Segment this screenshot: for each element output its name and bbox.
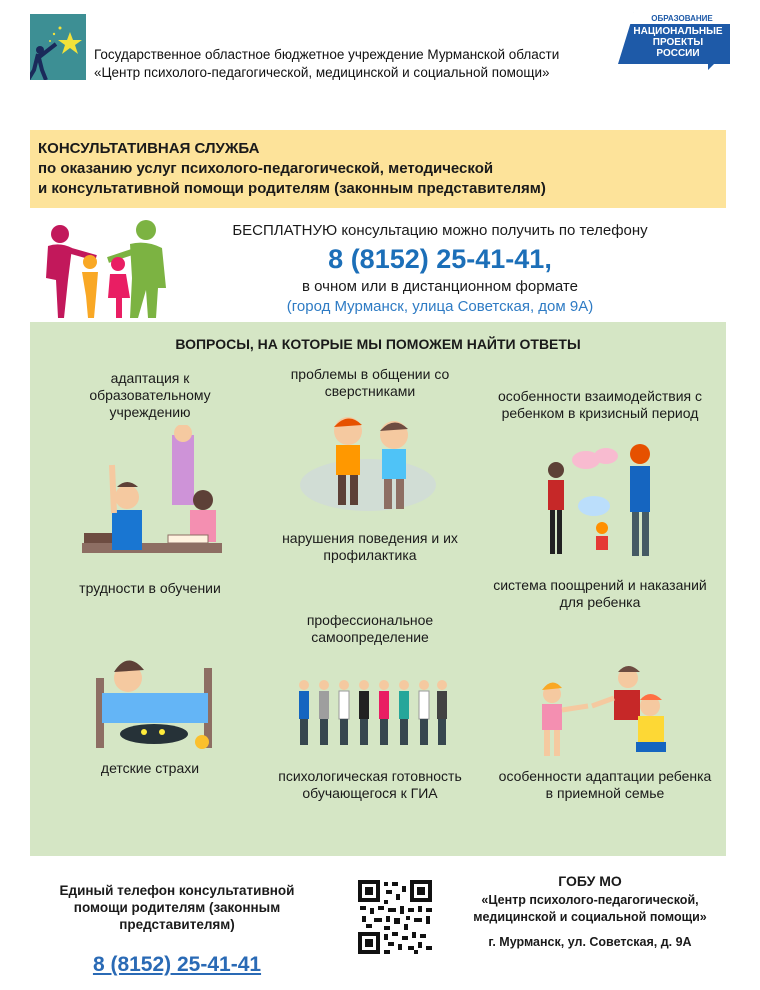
foster-family-illustration: [530, 660, 670, 760]
q1-line-1: адаптация к: [110, 370, 190, 386]
organization-name: [94, 46, 559, 82]
service-banner: [30, 130, 726, 208]
np-line-1: НАЦИОНАЛЬНЫЕ: [633, 26, 723, 37]
question-exam-readiness: [260, 768, 480, 802]
q5-line-1: нарушения поведения и их: [282, 530, 458, 546]
q5-line-2: профилактика: [323, 547, 417, 563]
family-argument-illustration: [540, 430, 670, 560]
questions-title: ВОПРОСЫ, НА КОТОРЫЕ МЫ ПОМОЖЕМ НАЙТИ ОТВЕТЫ: [175, 336, 581, 352]
footer-org-short: ГОБУ МО: [558, 873, 622, 889]
question-rewards: [480, 577, 720, 611]
q9-line-2: обучающегося к ГИА: [302, 785, 438, 801]
q2-line-2: сверстниками: [324, 383, 416, 399]
q1-line-2: образовательному: [89, 387, 211, 403]
professions-illustration: [292, 675, 452, 747]
child-fears-illustration: [92, 638, 220, 753]
footer-org-full: [440, 892, 740, 926]
classroom-illustration: [72, 425, 230, 570]
q2-line-1: проблемы в общении со: [290, 366, 450, 382]
q3-line-1: особенности взаимодействия с: [497, 388, 703, 404]
footer-right-line-1: «Центр психолого-педагогической,: [481, 893, 699, 907]
question-crisis: [480, 388, 720, 422]
banner-title: КОНСУЛЬТАТИВНАЯ СЛУЖБА: [38, 140, 260, 157]
question-career: [270, 612, 470, 646]
q6-line-1: система поощрений и наказаний: [493, 577, 707, 593]
footer-right-line-2: медицинской и социальной помощи»: [473, 910, 707, 924]
question-learning: трудности в обучении: [79, 580, 221, 596]
np-top-label: ОБРАЗОВАНИЕ: [651, 14, 713, 23]
q1-line-3: учреждению: [109, 404, 191, 420]
free-consultation-text: БЕСПЛАТНУЮ консультацию можно получить по телефону: [232, 222, 648, 239]
address-text: (город Мурманск, улица Советская, дом 9А): [286, 298, 594, 315]
question-fears: детские страхи: [100, 760, 200, 776]
q6-line-2: для ребенка: [559, 594, 641, 610]
q10-line-1: особенности адаптации ребенка: [498, 768, 712, 784]
fighting-kids-illustration: [296, 405, 441, 525]
footer-phone-label: [52, 882, 302, 933]
qr-code-icon[interactable]: [358, 880, 432, 954]
family-icon: [38, 218, 170, 318]
institution-logo: [30, 14, 86, 80]
q10-line-2: в приемной семье: [545, 785, 665, 801]
footer-left-line-2: помощи родителям (законным: [73, 900, 281, 915]
star-figure-icon: [30, 14, 86, 80]
question-foster-adaptation: [480, 768, 730, 802]
national-projects-logo: [612, 8, 734, 72]
np-line-3: РОССИИ: [656, 48, 700, 59]
question-peers: [270, 366, 470, 400]
org-line-2: «Центр психолого-педагогической, медицинской и социальной помощи»: [94, 65, 550, 80]
banner-line-3: и консультативной помощи родителям (законным представителям): [38, 180, 546, 197]
np-line-2: ПРОЕКТЫ: [652, 37, 704, 48]
footer-address: г. Мурманск, ул. Советская, д. 9А: [488, 935, 692, 949]
footer-left-line-1: Единый телефон консультативной: [59, 883, 295, 898]
consultation-phone[interactable]: 8 (8152) 25-41-41,: [328, 244, 552, 274]
banner-line-2: по оказанию услуг психолого-педагогической, методической: [38, 160, 494, 177]
question-behavior: [260, 530, 480, 564]
q7-line-2: самоопределение: [311, 629, 429, 645]
q9-line-1: психологическая готовность: [278, 768, 462, 784]
org-line-1: Государственное областное бюджетное учреждение Мурманской области: [94, 47, 560, 62]
footer-phone-link[interactable]: 8 (8152) 25-41-41: [92, 953, 262, 976]
format-text: в очном или в дистанционном формате: [302, 278, 578, 295]
footer-left-line-3: представителям): [119, 917, 235, 932]
q7-line-1: профессиональное: [306, 612, 434, 628]
question-adaptation: [60, 370, 240, 421]
q3-line-2: ребенком в кризисный период: [501, 405, 699, 421]
